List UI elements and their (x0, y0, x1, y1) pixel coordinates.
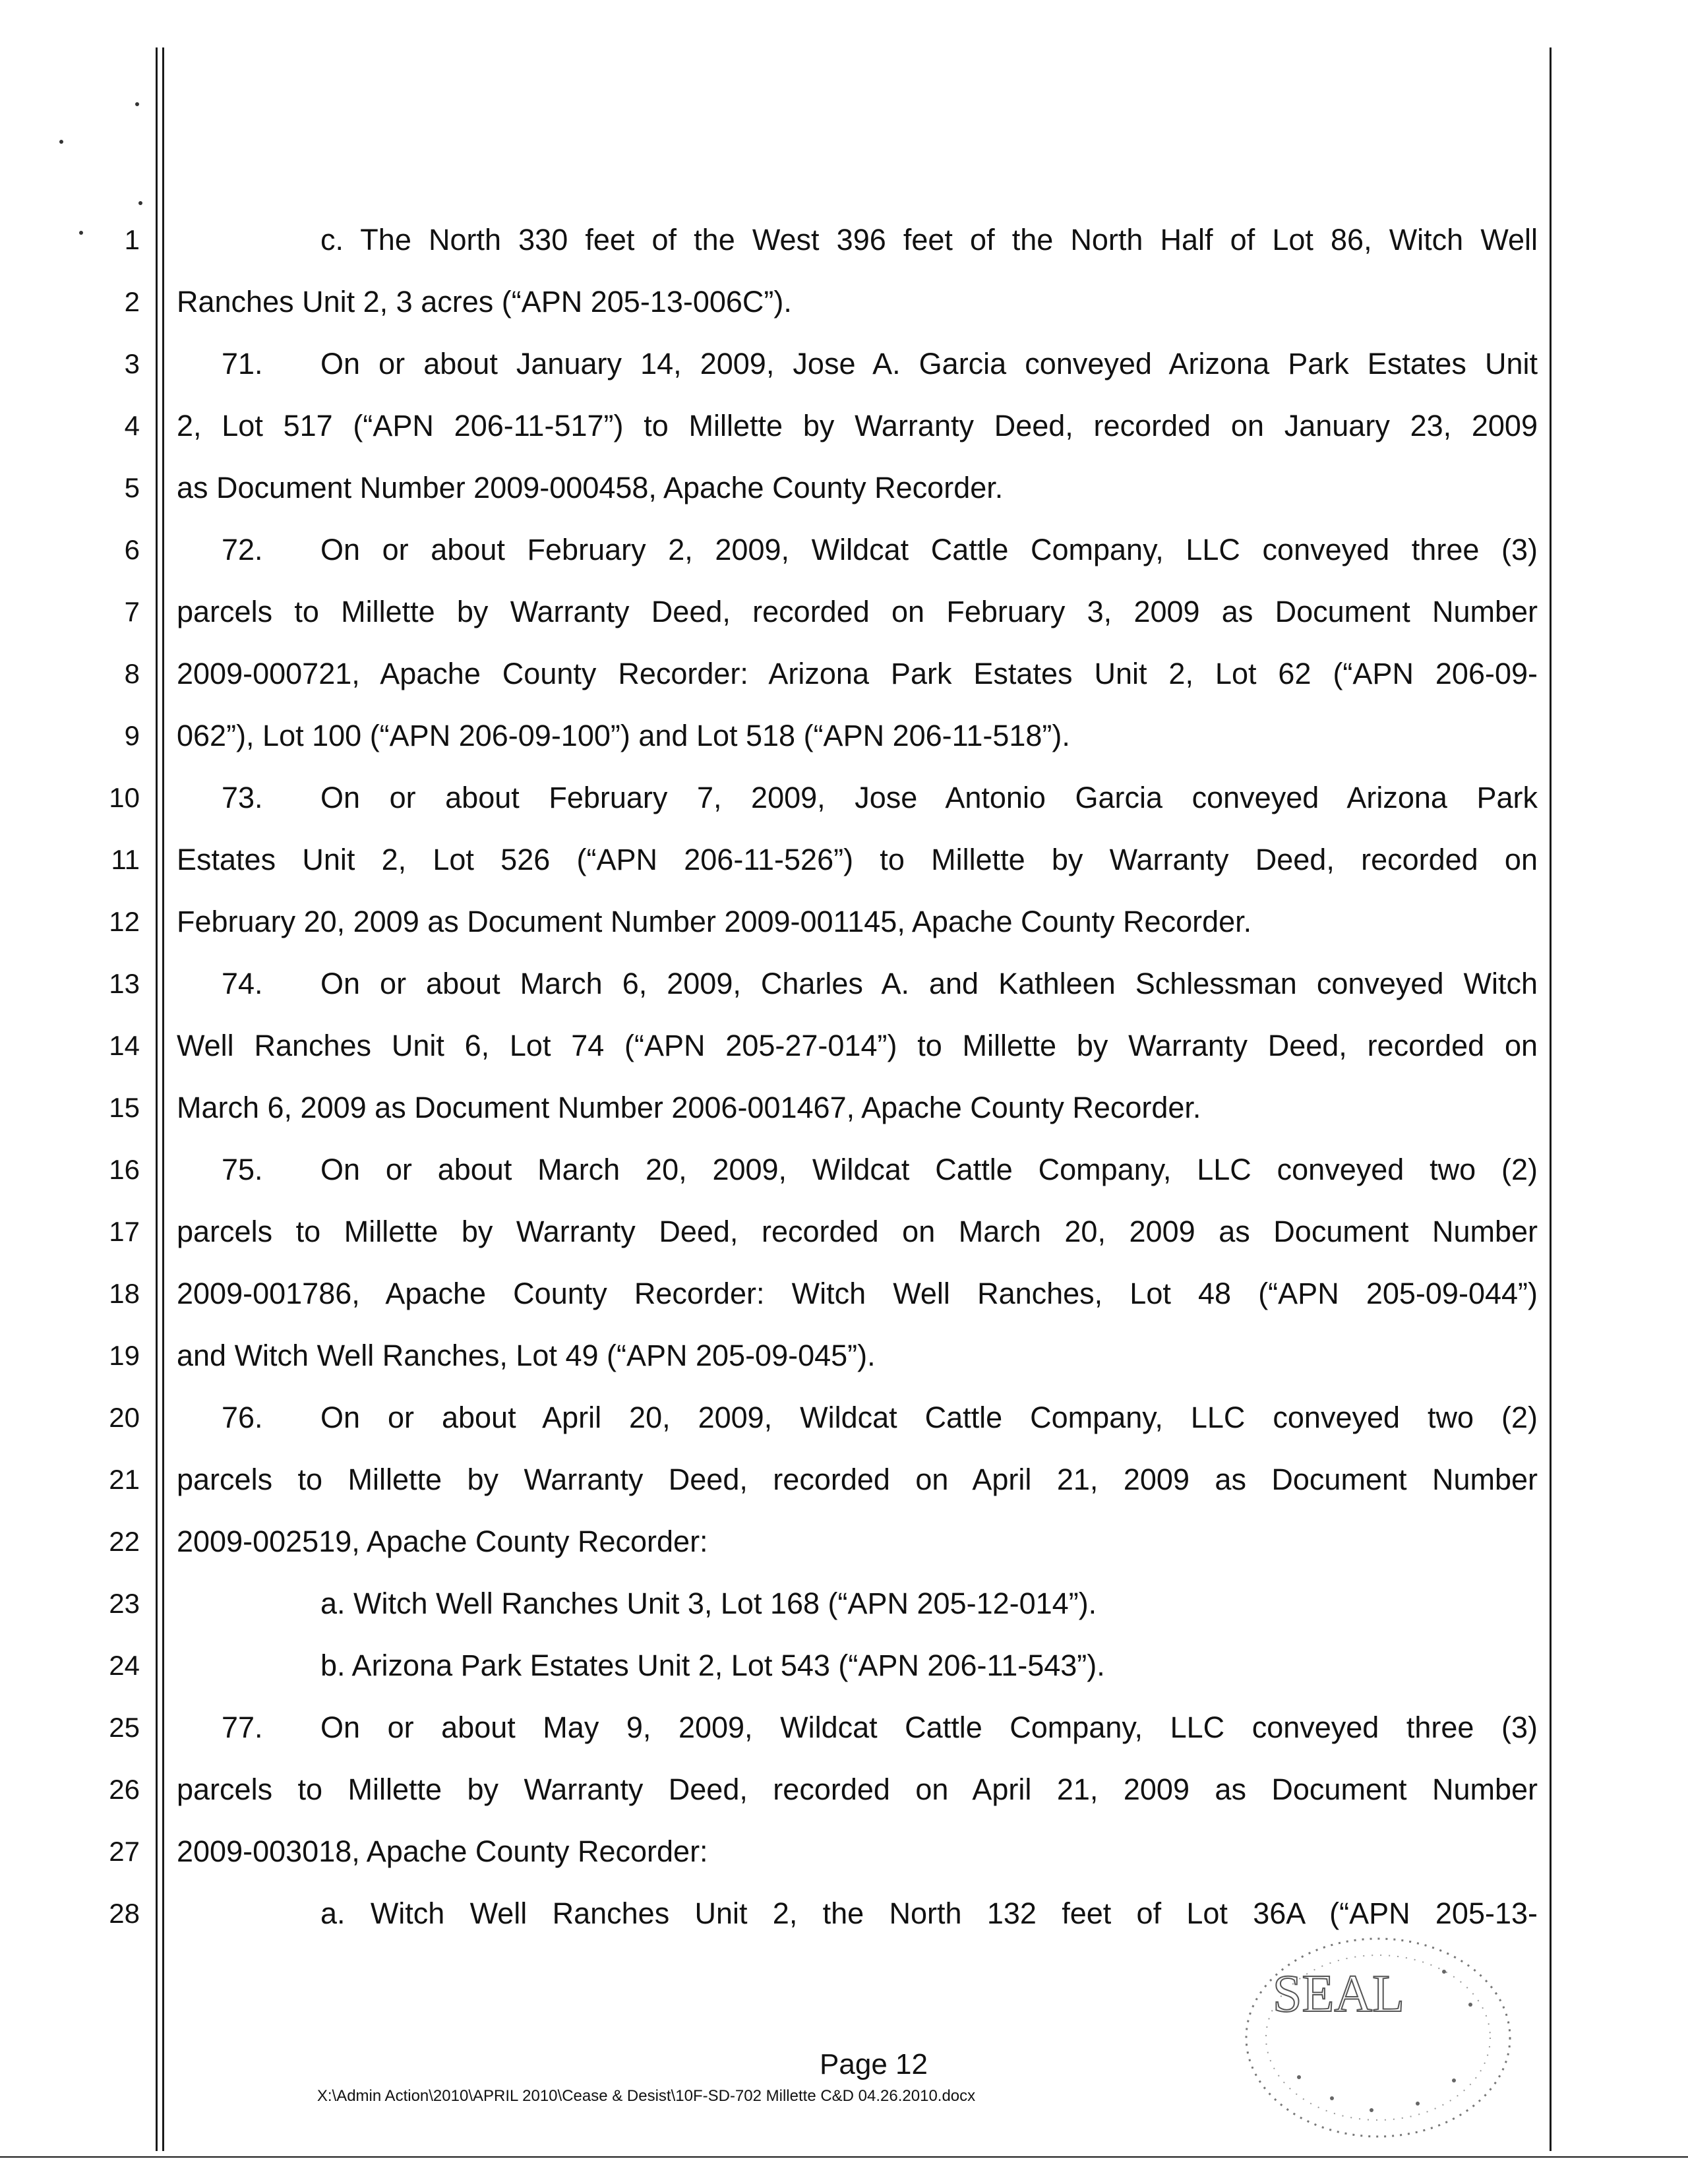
text-line (177, 531, 1538, 568)
paragraph-number: 77. (222, 1711, 263, 1744)
paragraph-number: 75. (222, 1153, 263, 1186)
text-line-content: On or about April 20, 2009, Wildcat Cattle Company, LLC conveyed two (2) (320, 1401, 1538, 1434)
text-line-content: On or about March 6, 2009, Charles A. and Kathleen Schlessman conveyed Witch (320, 967, 1538, 1000)
text-line: February 20, 2009 as Document Number 2009-001145, Apache County Recorder. (177, 905, 1252, 938)
line-number: 21 (109, 1464, 140, 1495)
paragraph-number: 71. (222, 347, 263, 380)
line-number: 10 (109, 782, 140, 813)
text-line (177, 1151, 1538, 1188)
paragraph-number: 74. (222, 967, 263, 1000)
line-number: 11 (111, 844, 140, 875)
text-line: Estates Unit 2, Lot 526 (“APN 206-11-526”) to Millette by Warranty Deed, recorded on (177, 843, 1538, 876)
text-line: Well Ranches Unit 6, Lot 74 (“APN 205-27-014”) to Millette by Warranty Deed, recorded on (177, 1029, 1538, 1062)
text-line: parcels to Millette by Warranty Deed, recorded on March 20, 2009 as Document Number (177, 1215, 1538, 1248)
notary-seal-stamp (1226, 1926, 1517, 2143)
page-number: Page 12 (820, 2048, 928, 2080)
scan-speck (135, 102, 139, 106)
file-path: X:\Admin Action\2010\APRIL 2010\Cease & Desist\10F-SD-702 Millette C&D 04.26.2010.docx (316, 2087, 976, 2105)
text-line (177, 1709, 1538, 1746)
text-line-content: On or about March 20, 2009, Wildcat Cattle Company, LLC conveyed two (2) (320, 1153, 1538, 1186)
line-number: 3 (124, 348, 140, 379)
left-margin-rule-outer (156, 47, 158, 2151)
text-line (177, 779, 1538, 816)
text-line-content: On or about February 7, 2009, Jose Antonio Garcia conveyed Arizona Park (320, 781, 1538, 814)
line-number: 6 (124, 534, 140, 565)
line-number: 9 (124, 720, 140, 751)
line-number: 8 (124, 658, 140, 689)
text-line-content: On or about January 14, 2009, Jose A. Garcia conveyed Arizona Park Estates Unit (320, 347, 1538, 380)
line-number: 25 (109, 1712, 140, 1743)
text-line: a. Witch Well Ranches Unit 2, the North 132 feet of Lot 36A (“APN 205-13- (320, 1896, 1538, 1930)
text-line: as Document Number 2009-000458, Apache County Recorder. (177, 471, 1004, 504)
line-number: 12 (109, 906, 140, 937)
scan-speck (59, 140, 63, 144)
scan-speck (79, 231, 83, 235)
paragraph-number: 76. (222, 1401, 263, 1434)
bottom-rule (0, 2156, 1688, 2158)
line-number: 14 (109, 1030, 140, 1061)
text-line: Ranches Unit 2, 3 acres (“APN 205-13-006C”). (177, 285, 792, 318)
text-line: parcels to Millette by Warranty Deed, recorded on April 21, 2009 as Document Number (177, 1773, 1538, 1806)
text-line: and Witch Well Ranches, Lot 49 (“APN 205-09-045”). (177, 1339, 876, 1372)
line-number: 1 (124, 224, 140, 255)
text-line: a. Witch Well Ranches Unit 3, Lot 168 (“APN 205-12-014”). (320, 1587, 1097, 1620)
text-line: 062”), Lot 100 (“APN 206-09-100”) and Lot 518 (“APN 206-11-518”). (177, 719, 1070, 752)
scan-speck (138, 201, 142, 205)
text-line: 2009-000721, Apache County Recorder: Arizona Park Estates Unit 2, Lot 62 (“APN 206-09- (177, 657, 1538, 690)
line-number: 28 (109, 1898, 140, 1929)
text-line (177, 965, 1538, 1002)
text-line: parcels to Millette by Warranty Deed, recorded on April 21, 2009 as Document Number (177, 1463, 1538, 1496)
line-number: 27 (109, 1836, 140, 1867)
text-line: c. The North 330 feet of the West 396 feet of the North Half of Lot 86, Witch Well (320, 223, 1538, 257)
line-number: 26 (109, 1774, 140, 1805)
line-number: 23 (109, 1588, 140, 1619)
line-number: 4 (124, 410, 140, 441)
left-margin-rule-inner (162, 47, 164, 2151)
line-number: 19 (109, 1340, 140, 1371)
line-number: 2 (124, 286, 140, 317)
text-line: 2009-001786, Apache County Recorder: Witch Well Ranches, Lot 48 (“APN 205-09-044”) (177, 1277, 1538, 1310)
line-number: 24 (109, 1650, 140, 1681)
text-line (177, 1399, 1538, 1436)
text-line: 2009-002519, Apache County Recorder: (177, 1525, 708, 1558)
line-number: 16 (109, 1154, 140, 1185)
line-number: 13 (109, 968, 140, 999)
text-line: parcels to Millette by Warranty Deed, recorded on February 3, 2009 as Document Number (177, 595, 1538, 628)
line-number: 18 (109, 1278, 140, 1309)
right-margin-rule (1550, 47, 1552, 2151)
line-number: 5 (124, 472, 140, 503)
text-line-content: On or about May 9, 2009, Wildcat Cattle Company, LLC conveyed three (3) (320, 1711, 1538, 1744)
text-line-content: On or about February 2, 2009, Wildcat Cattle Company, LLC conveyed three (3) (320, 533, 1538, 566)
paragraph-number: 73. (222, 781, 263, 814)
line-number: 17 (109, 1216, 140, 1247)
seal-text: SEAL (1273, 1965, 1404, 2023)
text-line (177, 346, 1538, 382)
line-number: 15 (109, 1092, 140, 1123)
text-line: 2, Lot 517 (“APN 206-11-517”) to Millette by Warranty Deed, recorded on January 23, 2009 (177, 409, 1538, 442)
line-number: 22 (109, 1526, 140, 1557)
text-line: b. Arizona Park Estates Unit 2, Lot 543 (“APN 206-11-543”). (320, 1649, 1105, 1682)
text-line: 2009-003018, Apache County Recorder: (177, 1835, 708, 1868)
paragraph-number: 72. (222, 533, 263, 566)
line-number: 20 (109, 1402, 140, 1433)
line-number: 7 (124, 596, 140, 627)
text-line: March 6, 2009 as Document Number 2006-001467, Apache County Recorder. (177, 1091, 1201, 1124)
